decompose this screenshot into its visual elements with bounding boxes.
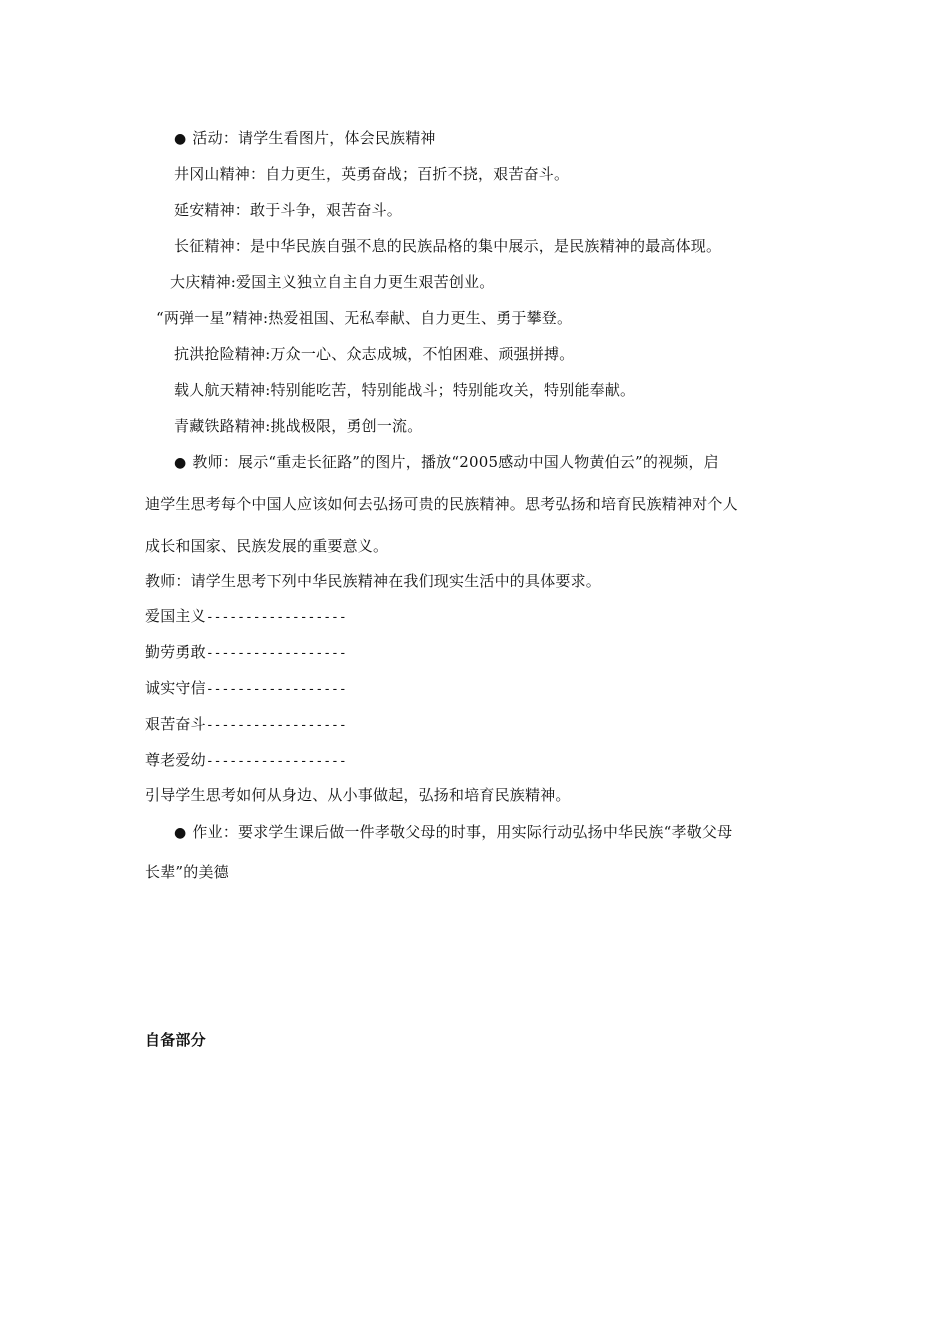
section-heading: 自备部分	[145, 1031, 206, 1049]
homework-text: 长辈”的美德	[145, 863, 229, 881]
activity-text: 活动：请学生看图片，体会民族精神	[192, 129, 436, 147]
spirit-item: 长征精神：是中华民族自强不息的民族品格的集中展示，是民族精神的最高体现。	[174, 237, 722, 255]
blank-line: ------------------	[205, 646, 347, 661]
bullet-icon: ●	[174, 455, 187, 471]
bullet-icon: ●	[174, 131, 187, 147]
blank-line: ------------------	[205, 610, 347, 625]
requirement-label: 爱国主义	[145, 607, 206, 625]
bullet-icon: ●	[174, 825, 187, 841]
spirit-item: 青藏铁路精神:挑战极限，勇创一流。	[174, 417, 423, 435]
spirit-item: 延安精神：敢于斗争，艰苦奋斗。	[174, 201, 403, 219]
requirement-item	[145, 714, 347, 736]
spirit-item: 井冈山精神：自力更生，英勇奋战；百折不挠，艰苦奋斗。	[174, 165, 570, 183]
activity-line	[174, 128, 436, 149]
requirement-item	[145, 642, 347, 664]
requirement-label: 艰苦奋斗	[145, 715, 206, 733]
requirement-item	[145, 750, 347, 772]
requirement-label: 诚实守信	[145, 679, 206, 697]
teacher-text: 教师：展示“重走长征路”的图片，播放“2005感动中国人物黄伯云”的视频，启	[192, 453, 719, 471]
requirement-item	[145, 678, 347, 700]
spirit-item: 载人航天精神:特别能吃苦，特别能战斗；特别能攻关，特别能奉献。	[174, 381, 636, 399]
requirement-label: 勤劳勇敢	[145, 643, 206, 661]
teacher-line	[174, 452, 719, 473]
spirit-item: 抗洪抢险精神:万众一心、众志成城，不怕困难、顽强拼搏。	[174, 345, 575, 363]
homework-line	[174, 822, 732, 843]
requirement-label: 尊老爱幼	[145, 751, 206, 769]
blank-line: ------------------	[205, 718, 347, 733]
homework-text: 作业：要求学生课后做一件孝敬父母的时事，用实际行动弘扬中华民族“孝敬父母	[192, 823, 733, 841]
requirement-item	[145, 606, 347, 628]
guide-text: 引导学生思考如何从身边、从小事做起，弘扬和培育民族精神。	[145, 786, 571, 804]
spirit-item: “两弹一星”精神:热爱祖国、无私奉献、自力更生、勇于攀登。	[156, 309, 573, 327]
spirit-item: 大庆精神:爱国主义独立自主自力更生艰苦创业。	[170, 273, 495, 291]
teacher-prompt: 教师：请学生思考下列中华民族精神在我们现实生活中的具体要求。	[145, 572, 602, 590]
teacher-text: 成长和国家、民族发展的重要意义。	[145, 537, 389, 555]
blank-line: ------------------	[205, 682, 347, 697]
teacher-text: 迪学生思考每个中国人应该如何去弘扬可贵的民族精神。思考弘扬和培育民族精神对个人	[145, 495, 738, 513]
blank-line: ------------------	[205, 754, 347, 769]
